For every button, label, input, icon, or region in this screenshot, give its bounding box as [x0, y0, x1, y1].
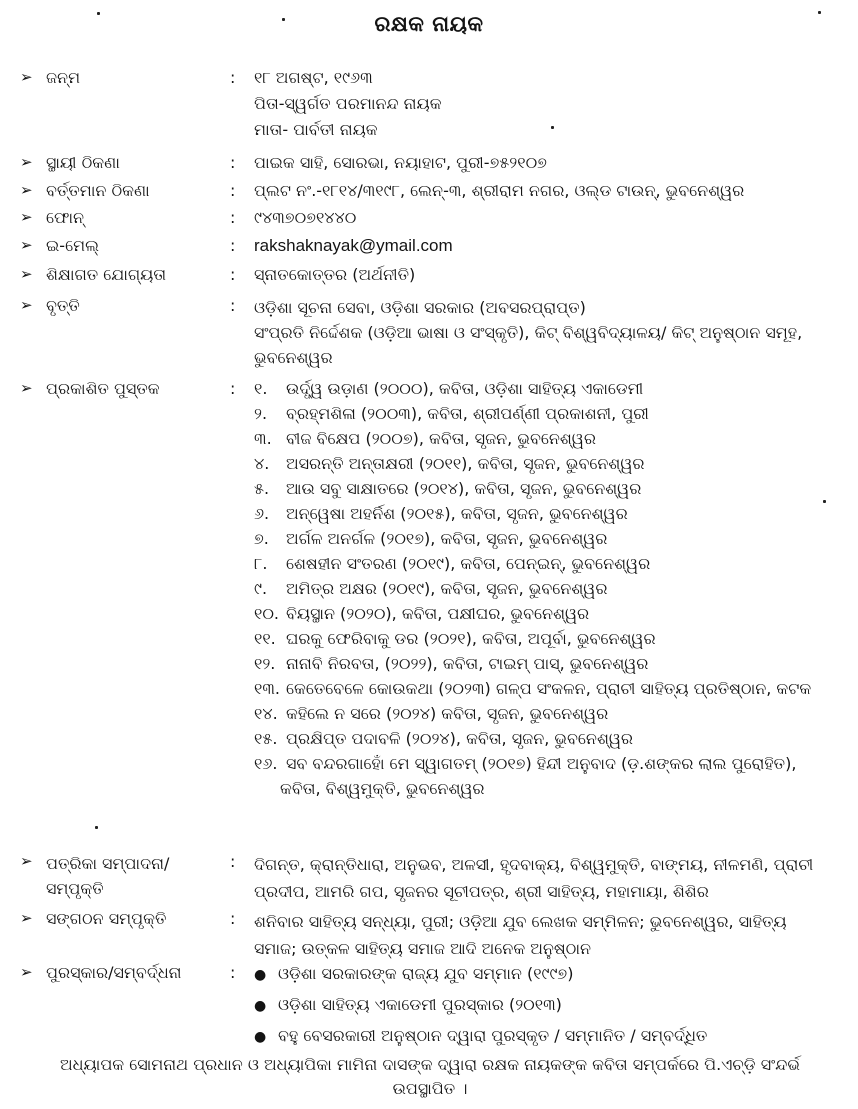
arrow-bullet-icon: ➢ — [20, 236, 33, 254]
book-item — [254, 701, 834, 726]
book-text: ପ୍ରକ୍ଷିପ୍ତ ପଦାବଳି (୨୦୨୪), କବିତା, ସୃଜନ, ଭୁବନେଶ୍ୱର — [286, 729, 634, 748]
book-item — [254, 451, 834, 476]
book-text: ବିୟସ୍ଥାନ (୨୦୨୦), କବିତା, ପକ୍ଷୀଘର, ଭୁବନେଶ୍ୱର — [286, 604, 590, 623]
bullet-icon: ● — [254, 998, 267, 1014]
arrow-bullet-icon: ➢ — [20, 208, 33, 226]
book-number: ୧୨. — [254, 654, 276, 673]
current-address-value: ପ୍ଲଟ ନଂ.-୧୮୧୪/୩୧୯୮, ଲେନ୍-୩, ଶ୍ରୀରାମ ନଗର, ଓଲ୍ଡ ଟାଉନ୍, ଭୁବନେଶ୍ୱର — [254, 181, 745, 200]
arrow-bullet-icon: ➢ — [20, 181, 33, 199]
bullet-icon: ● — [254, 967, 267, 983]
birth-date: ୧୮ ଅଗଷ୍ଟ, ୧୯୬୩ — [254, 68, 373, 87]
book-number: ୯. — [254, 579, 268, 598]
book-number: ୮. — [254, 554, 268, 573]
book-text: ଉର୍ଦ୍ଧ୍ୱ ଉଡ଼ାଣ (୨୦୦୦), କବିତା, ଓଡ଼ିଶା ସାହିତ୍ୟ ଏକାଡେମୀ — [286, 379, 644, 398]
awards-list — [254, 958, 834, 1051]
profession-value — [254, 295, 834, 370]
book-text: ଶେଷହୀନ ସଂତରଣ (୨୦୧୯), କବିତା, ପେନ୍‌ଇନ୍, ଭୁବନେଶ୍ୱର — [286, 554, 651, 573]
arrow-bullet-icon: ➢ — [20, 963, 33, 981]
colon: : — [230, 909, 236, 928]
arrow-bullet-icon: ➢ — [20, 909, 33, 927]
profession-label: ବୃତ୍ତି — [46, 296, 80, 315]
books-list — [254, 376, 834, 801]
award-item — [254, 989, 834, 1020]
colon: : — [230, 68, 236, 87]
colon: : — [230, 208, 236, 227]
father-name: ପିତା-ସ୍ୱର୍ଗତ ପରମାନନ୍ଦ ନାୟକ — [254, 94, 442, 113]
book-item — [254, 476, 834, 501]
colon: : — [230, 963, 236, 982]
book-text: କେତେବେଳେ କୋଉକଥା (୨୦୨୩) ଗଳ୍ପ ସଂକଳନ, ପ୍ରାଚୀ ସାହିତ୍ୟ ପ୍ରତିଷ୍ଠାନ, କଟକ — [286, 679, 812, 698]
book-number: ୭. — [254, 529, 269, 548]
arrow-bullet-icon: ➢ — [20, 68, 33, 86]
profession-line: ସଂପ୍ରତି ନିର୍ଦ୍ଦେଶକ (ଓଡ଼ିଆ ଭାଷା ଓ ସଂସ୍କୃତି), କିଟ୍ ବିଶ୍ୱବିଦ୍ୟାଳୟ/ କିଟ୍ ଅନୁଷ୍ଠାନ ସମୂହ, ଭୁବନେଶ୍ୱର — [254, 323, 803, 367]
birth-label: ଜନ୍ମ — [46, 68, 81, 87]
book-item-continuation: କବିତା, ବିଶ୍ୱମୁକ୍ତି, ଭୁବନେଶ୍ୱର — [280, 779, 485, 798]
book-text: ଆଉ ସବୁ ସାକ୍ଷାତରେ (୨୦୧୪), କବିତା, ସୃଜନ, ଭୁବନେଶ୍ୱର — [286, 479, 642, 498]
editing-label-line: ପତ୍ରିକା ସମ୍ପାଦନା/ — [46, 854, 170, 873]
email-label: ଇ-ମେଲ୍ — [46, 236, 99, 255]
book-number: ୨. — [254, 404, 268, 423]
education-label: ଶିକ୍ଷାଗତ ଯୋଗ୍ୟତା — [46, 265, 167, 284]
book-text: ନାନାବି ନିରବତା, (୨୦୨୨), କବିତା, ଟାଇମ୍ ପାସ୍, ଭୁବନେଶ୍ୱର — [286, 654, 649, 673]
phone-label: ଫୋନ୍ — [46, 208, 85, 227]
book-item — [254, 526, 834, 551]
book-number: ୧୬. — [254, 754, 278, 773]
awards-label: ପୁରସ୍କାର/ସମ୍ବର୍ଦ୍ଧନା — [46, 963, 182, 982]
book-text: ଅମିତ୍ର ଅକ୍ଷର (୨୦୧୯), କବିତା, ସୃଜନ, ଭୁବନେଶ୍ୱର — [286, 579, 608, 598]
book-text: କହିଲେ ନ ସରେ (୨୦୨୪) କବିତା, ସୃଜନ, ଭୁବନେଶ୍ୱର — [286, 704, 609, 723]
book-number: ୧୫. — [254, 729, 278, 748]
book-text: ସବ ବନ୍ଦରଗାହୋଁ ମେ ସ୍ୱାଗତମ୍ (୨୦୧୭) ହିନ୍ଦୀ ଅନୁବାଦ (ଡ଼.ଶଙ୍କର ଲାଲ ପୁରୋହିତ), — [286, 754, 797, 773]
editing-label-line: ସମ୍ପୃକ୍ତି — [46, 879, 104, 898]
book-item — [254, 426, 834, 451]
colon: : — [230, 181, 236, 200]
book-text: ଘରକୁ ଫେରିବାକୁ ଡର (୨୦୨୧), କବିତା, ଅପୂର୍ବା, ଭୁବନେଶ୍ୱର — [286, 629, 656, 648]
book-text: ବ୍ରହ୍ମଶିଳା (୨୦୦୩), କବିତା, ଶ୍ରୀପର୍ଣ୍ଣୀ ପ୍ରକାଶନୀ, ପୁରୀ — [286, 404, 649, 423]
editing-value: ଦିଗନ୍ତ, କ୍ରାନ୍ତିଧାରା, ଅନୁଭବ, ଅଳସୀ, ହୃଦବାକ୍ୟ, ବିଶ୍ୱମୁକ୍ତି, ବାଙ୍ମୟ, ନୀଳମଣି, ପ୍ରାଚୀ ପ୍ରଦୀପ, ଆମରି ଗପ, ସୃଜନର ସୂଚୀପତ୍ର, ଶ୍ରୀ ସାହିତ୍ୟ, ମହାମାୟା, ଶିଶିର — [254, 855, 814, 901]
colon: : — [230, 296, 236, 315]
profession-line: ଓଡ଼ିଶା ସୂଚନା ସେବା, ଓଡ଼ିଶା ସରକାର (ଅବସରପ୍ରାପ୍ତ) — [254, 298, 586, 317]
book-item — [254, 751, 834, 776]
books-label: ପ୍ରକାଶିତ ପୁସ୍ତକ — [46, 379, 160, 398]
colon: : — [230, 265, 236, 284]
current-address-label: ବର୍ତ୍ତମାନ ଠିକଣା — [46, 181, 150, 200]
permanent-address-label: ସ୍ଥାୟୀ ଠିକଣା — [46, 153, 120, 172]
arrow-bullet-icon: ➢ — [20, 153, 33, 171]
award-text: ଓଡ଼ିଶା ସରକାରଙ୍କ ରାଜ୍ୟ ଯୁବ ସମ୍ମାନ (୧୯୯୭) — [278, 964, 574, 983]
document-title: ରକ୍ଷକ ନାୟକ — [374, 12, 484, 36]
book-item — [254, 376, 834, 401]
book-number: ୧୧. — [254, 629, 276, 648]
book-text: ଅର୍ଗଳ ଅନର୍ଗଳ (୨୦୧୭), କବିତା, ସୃଜନ, ଭୁବନେଶ୍ୱର — [286, 529, 608, 548]
footer-note: ଅଧ୍ୟାପକ ସୋମନାଥ ପ୍ରଧାନ ଓ ଅଧ୍ୟାପିକା ମାମିନା ଦାସଙ୍କ ଦ୍ୱାରା ରକ୍ଷକ ନାୟକଙ୍କ କବିତା ସମ୍ପର୍କରେ ପି.ଏଚ୍‌ଡ଼ି ସଂନ୍ଦର୍ଭ ଉପସ୍ଥାପିତ । — [60, 1055, 800, 1098]
book-item — [254, 501, 834, 526]
colon: : — [230, 236, 236, 255]
book-number: ୩. — [254, 429, 272, 448]
colon: : — [230, 379, 236, 398]
book-text: ଅନ୍ୱେଷା ଅହର୍ନିଶ (୨୦୧୫), କବିତା, ସୃଜନ, ଭୁବନେଶ୍ୱର — [286, 504, 628, 523]
book-number: ୬. — [254, 504, 270, 523]
arrow-bullet-icon: ➢ — [20, 296, 33, 314]
book-text: ବୀଜ ବିକ୍ଷେପ (୨୦୦୭), କବିତା, ସୃଜନ, ଭୁବନେଶ୍ୱର — [286, 429, 597, 448]
education-value: ସ୍ନାତକୋତ୍ତର (ଅର୍ଥନୀତି) — [254, 265, 416, 284]
book-item — [254, 626, 834, 651]
book-item — [254, 401, 834, 426]
bullet-icon: ● — [254, 1029, 267, 1045]
arrow-bullet-icon: ➢ — [20, 379, 33, 397]
book-item — [254, 676, 834, 701]
book-number: ୫. — [254, 479, 270, 498]
book-item — [254, 551, 834, 576]
book-number: ୧୪. — [254, 704, 278, 723]
book-item — [254, 651, 834, 676]
phone-value: ୯୪୩୭୦୭୧୪୪୦ — [254, 208, 357, 227]
organizations-value: ଶନିବାର ସାହିତ୍ୟ ସନ୍ଧ୍ୟା, ପୁରୀ; ଓଡ଼ିଆ ଯୁବ ଲେଖକ ସମ୍ମିଳନ; ଭୁବନେଶ୍ୱର, ସାହିତ୍ୟ ସମାଜ; ଉତ୍କଳ ସାହିତ୍ୟ ସମାଜ ଆଦି ଅନେକ ଅନୁଷ୍ଠାନ — [254, 912, 787, 958]
editing-label — [46, 851, 221, 901]
colon: : — [230, 153, 236, 172]
award-text: ବହୁ ବେସରକାରୀ ଅନୁଷ୍ଠାନ ଦ୍ୱାରା ପୁରସ୍କୃତ / ସମ୍ମାନିତ / ସମ୍ବର୍ଦ୍ଧିତ — [278, 1026, 708, 1045]
mother-name: ମାତା- ପାର୍ବତୀ ନାୟକ — [254, 120, 378, 139]
award-item — [254, 1020, 834, 1051]
birth-value — [254, 67, 834, 145]
book-number: ୧. — [254, 379, 268, 398]
arrow-bullet-icon: ➢ — [20, 265, 33, 283]
scan-speck — [95, 826, 98, 829]
book-number: ୧୦. — [254, 604, 280, 623]
book-number: ୪. — [254, 454, 270, 473]
book-item — [254, 726, 834, 751]
colon: : — [230, 852, 236, 871]
email-value: rakshaknayak@ymail.com — [254, 236, 453, 255]
book-number: ୧୩. — [254, 679, 280, 698]
permanent-address-value: ପାଇକ ସାହି, ସୋରଭା, ନୟାହାଟ, ପୁରୀ-୭୫୨୧୦୭ — [254, 153, 547, 172]
book-item — [254, 601, 834, 626]
award-text: ଓଡ଼ିଶା ସାହିତ୍ୟ ଏକାଡେମୀ ପୁରସ୍କାର (୨୦୧୩) — [278, 995, 562, 1014]
book-text: ଅସରନ୍ତି ଅନ୍ତାକ୍ଷରୀ (୨୦୧୧), କବିତା, ସୃଜନ, ଭୁବନେଶ୍ୱର — [286, 454, 645, 473]
organizations-label: ସଙ୍ଗଠନ ସମ୍ପୃକ୍ତି — [46, 909, 167, 928]
book-item — [254, 576, 834, 601]
arrow-bullet-icon: ➢ — [20, 852, 33, 870]
award-item — [254, 958, 834, 989]
